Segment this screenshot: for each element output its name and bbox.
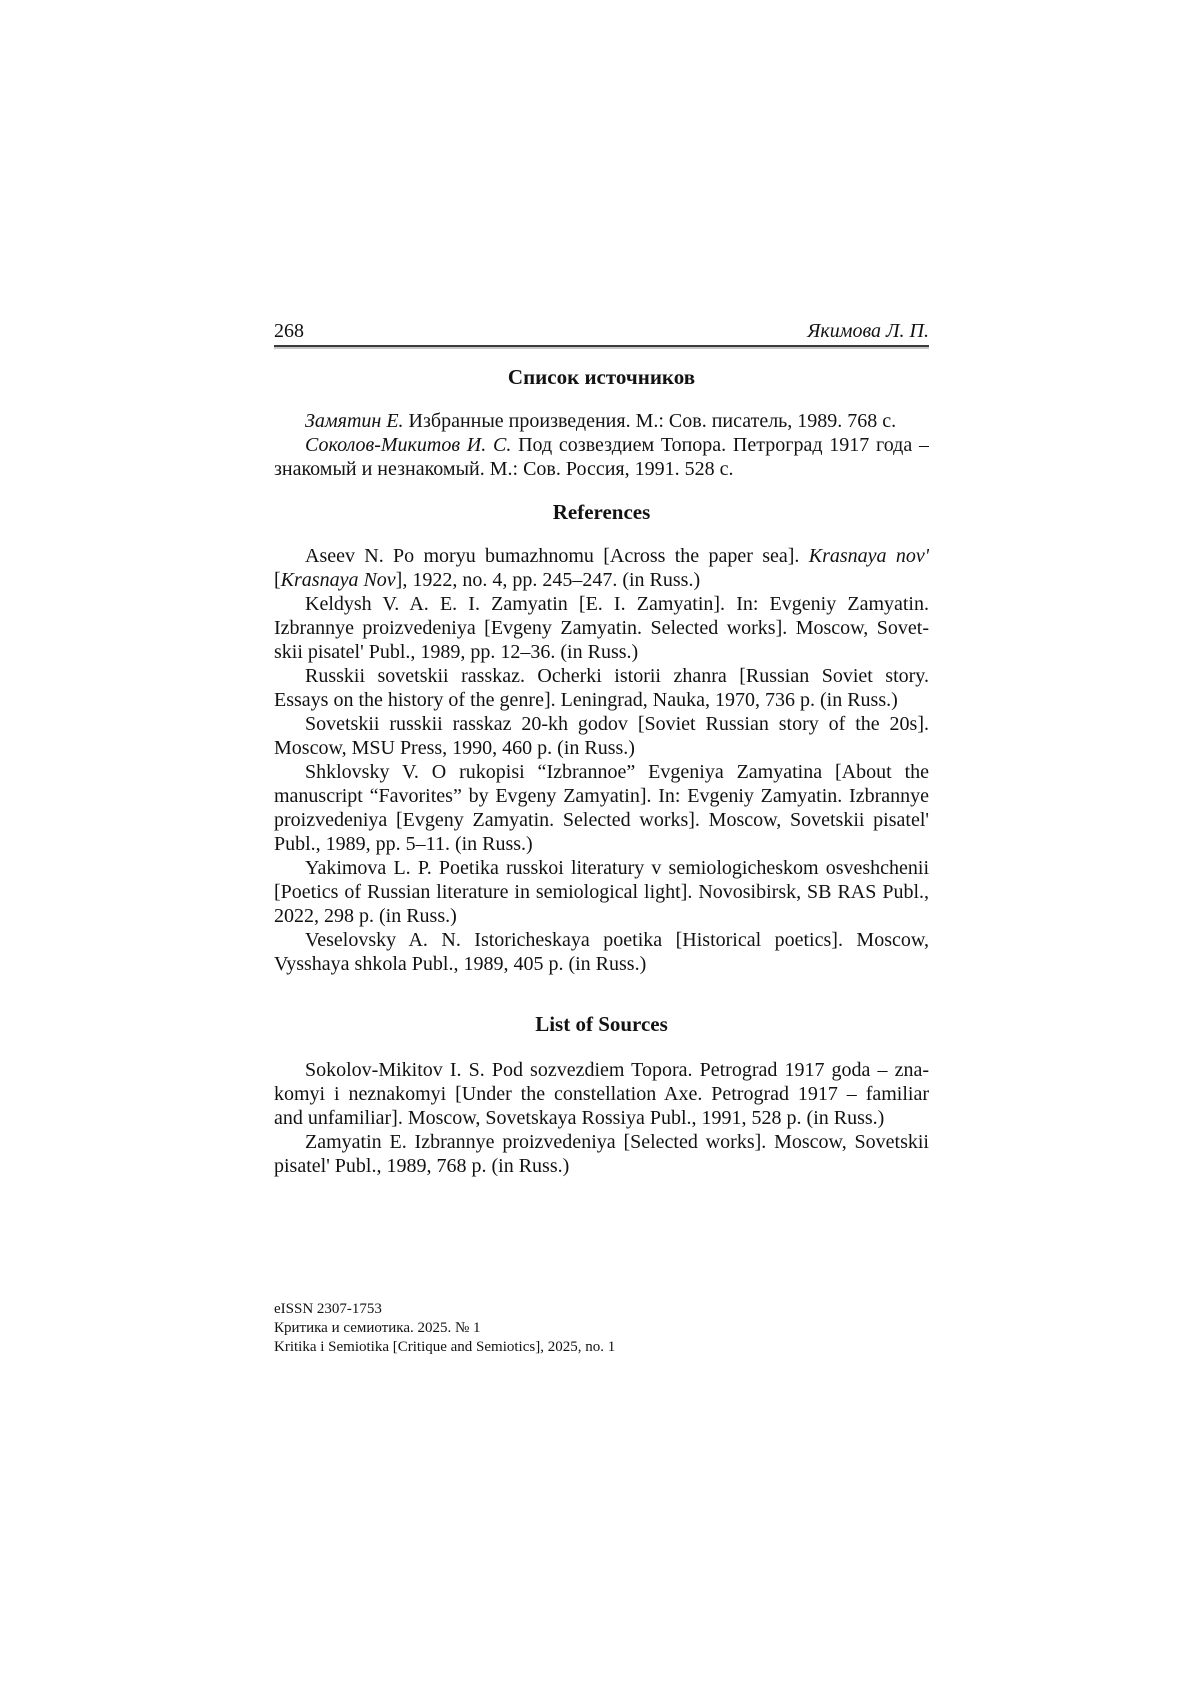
reference-line: Moscow, MSU Press, 1990, 460 p. (in Russ.) [274, 737, 635, 759]
reference-line: Veselovsky A. N. Istoricheskaya poetika [Historical poetics]. Moscow, [305, 929, 929, 951]
reference-line: skii pisatel' Publ., 1989, pp. 12–36. (in Russ.) [274, 641, 639, 663]
reference-line: Замятин Е. Избранные произведения. М.: Сов. писатель, 1989. 768 с. [305, 410, 897, 432]
reference-entry [274, 760, 929, 856]
section-entries [274, 409, 929, 481]
section-ru-sources [274, 365, 929, 481]
section-heading-list-of-sources: List of Sources [535, 1012, 668, 1036]
reference-line: and unfamiliar]. Moscow, Sovetskaya Rossiya Publ., 1991, 528 p. (in Russ.) [274, 1107, 885, 1129]
reference-line: manuscript “Favorites” by Evgeny Zamyatin]. In: Evgeniy Zamyatin. Izbrannye [274, 785, 929, 807]
section-entries [274, 544, 929, 976]
reference-line: Russkii sovetskii rasskaz. Ocherki istorii zhanra [Russian Soviet story. [305, 665, 929, 687]
reference-line: Publ., 1989, pp. 5–11. (in Russ.) [274, 833, 533, 855]
reference-line: Vysshaya shkola Publ., 1989, 405 p. (in Russ.) [274, 953, 647, 975]
running-header [274, 320, 929, 342]
reference-line: Keldysh V. A. E. I. Zamyatin [E. I. Zamyatin]. In: Evgeniy Zamyatin. [305, 593, 929, 615]
reference-entry [274, 544, 929, 592]
reference-line: [Poetics of Russian literature in semiological light]. Novosibirsk, SB RAS Publ., [274, 881, 929, 903]
reference-line: pisatel' Publ., 1989, 768 p. (in Russ.) [274, 1155, 570, 1177]
reference-line: Zamyatin E. Izbrannye proizvedeniya [Selected works]. Moscow, Sovetskii [305, 1131, 929, 1153]
page-number: 268 [274, 320, 304, 342]
reference-entry [274, 592, 929, 664]
section-heading-ru-sources: Список источников [507, 365, 696, 389]
reference-entry [274, 433, 929, 481]
reference-line: Izbrannye proizvedeniya [Evgeny Zamyatin. Selected works]. Moscow, Sovet- [274, 617, 929, 639]
header-rule [274, 345, 929, 347]
reference-line: Shklovsky V. O rukopisi “Izbrannoe” Evgeniya Zamyatina [About the [305, 761, 929, 783]
section-list-of-sources [274, 1012, 929, 1178]
section-heading-references: References [552, 500, 651, 524]
footer-line: Критика и семиотика. 2025. № 1 [274, 1320, 481, 1336]
reference-line: знакомый и незнакомый. М.: Сов. Россия, 1991. 528 с. [274, 458, 734, 480]
reference-line: Sovetskii russkii rasskaz 20-kh godov [Soviet Russian story of the 20s]. [305, 713, 929, 735]
reference-line: proizvedeniya [Evgeny Zamyatin. Selected works]. Moscow, Sovetskii pisatel' [274, 809, 929, 831]
reference-entry [274, 856, 929, 928]
reference-line: Yakimova L. P. Poetika russkoi literatury v semiologicheskom osveshchenii [305, 857, 929, 879]
reference-line: Aseev N. Po moryu bumazhnomu [Across the paper sea]. Krasnaya nov' [305, 545, 929, 567]
reference-entry [274, 409, 929, 433]
reference-line: 2022, 298 p. (in Russ.) [274, 905, 457, 927]
reference-entry [274, 1130, 929, 1178]
section-entries [274, 1058, 929, 1178]
reference-entry [274, 1058, 929, 1130]
page-footer [274, 1300, 929, 1357]
references-sections [274, 365, 929, 1178]
reference-entry [274, 712, 929, 760]
reference-line: komyi i neznakomyi [Under the constellation Axe. Petrograd 1917 – familiar [274, 1083, 929, 1105]
footer-line: eISSN 2307-1753 [274, 1301, 382, 1317]
reference-line: Sokolov-Mikitov I. S. Pod sozvezdiem Topora. Petrograd 1917 goda – zna- [305, 1059, 929, 1081]
reference-line: [Krasnaya Nov], 1922, no. 4, pp. 245–247. (in Russ.) [274, 569, 701, 591]
page-content [274, 320, 929, 1178]
reference-line: Essays on the history of the genre]. Leningrad, Nauka, 1970, 736 p. (in Russ.) [274, 689, 898, 711]
reference-entry [274, 928, 929, 976]
running-head-author: Якимова Л. П. [807, 320, 929, 342]
reference-entry [274, 664, 929, 712]
footer-line: Kritika i Semiotika [Critique and Semiotics], 2025, no. 1 [274, 1339, 616, 1355]
reference-line: Соколов-Микитов И. С. Под созвездием Топора. Петроград 1917 года – [305, 434, 929, 456]
section-references [274, 500, 929, 976]
